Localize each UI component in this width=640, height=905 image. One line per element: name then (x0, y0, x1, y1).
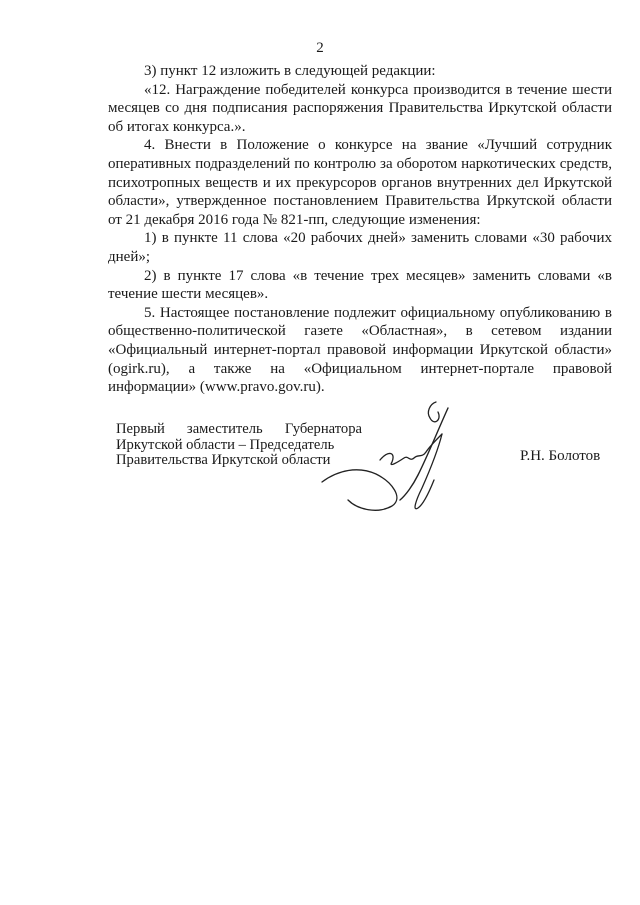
paragraph-subpoint-2: 2) в пункте 17 слова «в течение трех месяцев» заменить словами «в течение шести месяцев». (108, 267, 612, 303)
paragraph-subpoint-1: 1) в пункте 11 слова «20 рабочих дней» заменить словами «30 рабочих дней»; (108, 230, 612, 265)
document-body (108, 62, 612, 397)
signatory-position-line-2: Иркутской области – Председатель (116, 436, 335, 453)
paragraph-point-4: 4. Внести в Положение о конкурсе на звание «Лучший сотрудник оперативных подразделений по контролю за оборотом наркотических средств, психотропных веществ и их прекурсоров органов внутренних дел Иркутской области», утвержденное постановлением Правительства Иркутской области от 21 декабря 2016 года № 821-пп, следующие изменения: (108, 137, 612, 228)
page-number: 2 (316, 40, 324, 56)
paragraph-item-12-text: «12. Награждение победителей конкурса производится в течение шести месяцев со дня подписания распоряжения Правительства Иркутской области об итогах конкурса.». (108, 81, 612, 135)
paragraph-item-3: 3) пункт 12 изложить в следующей редакции: (144, 63, 436, 79)
paragraph-point-5: 5. Настоящее постановление подлежит официальному опубликованию в общественно-политической газете «Областная», в сетевом издании «Официальный интернет-портал правовой информации Иркутской области» (ogirk.ru), а также на «Официальном интернет-портале правовой информации» (www.pravo.gov.ru). (108, 304, 612, 396)
handwritten-signature (318, 400, 478, 520)
signatory-name: Р.Н. Болотов (520, 448, 601, 464)
signatory-position-line-1: Первый заместитель Губернатора (116, 421, 362, 437)
signatory-position-line-3: Правительства Иркутской области (116, 452, 331, 468)
